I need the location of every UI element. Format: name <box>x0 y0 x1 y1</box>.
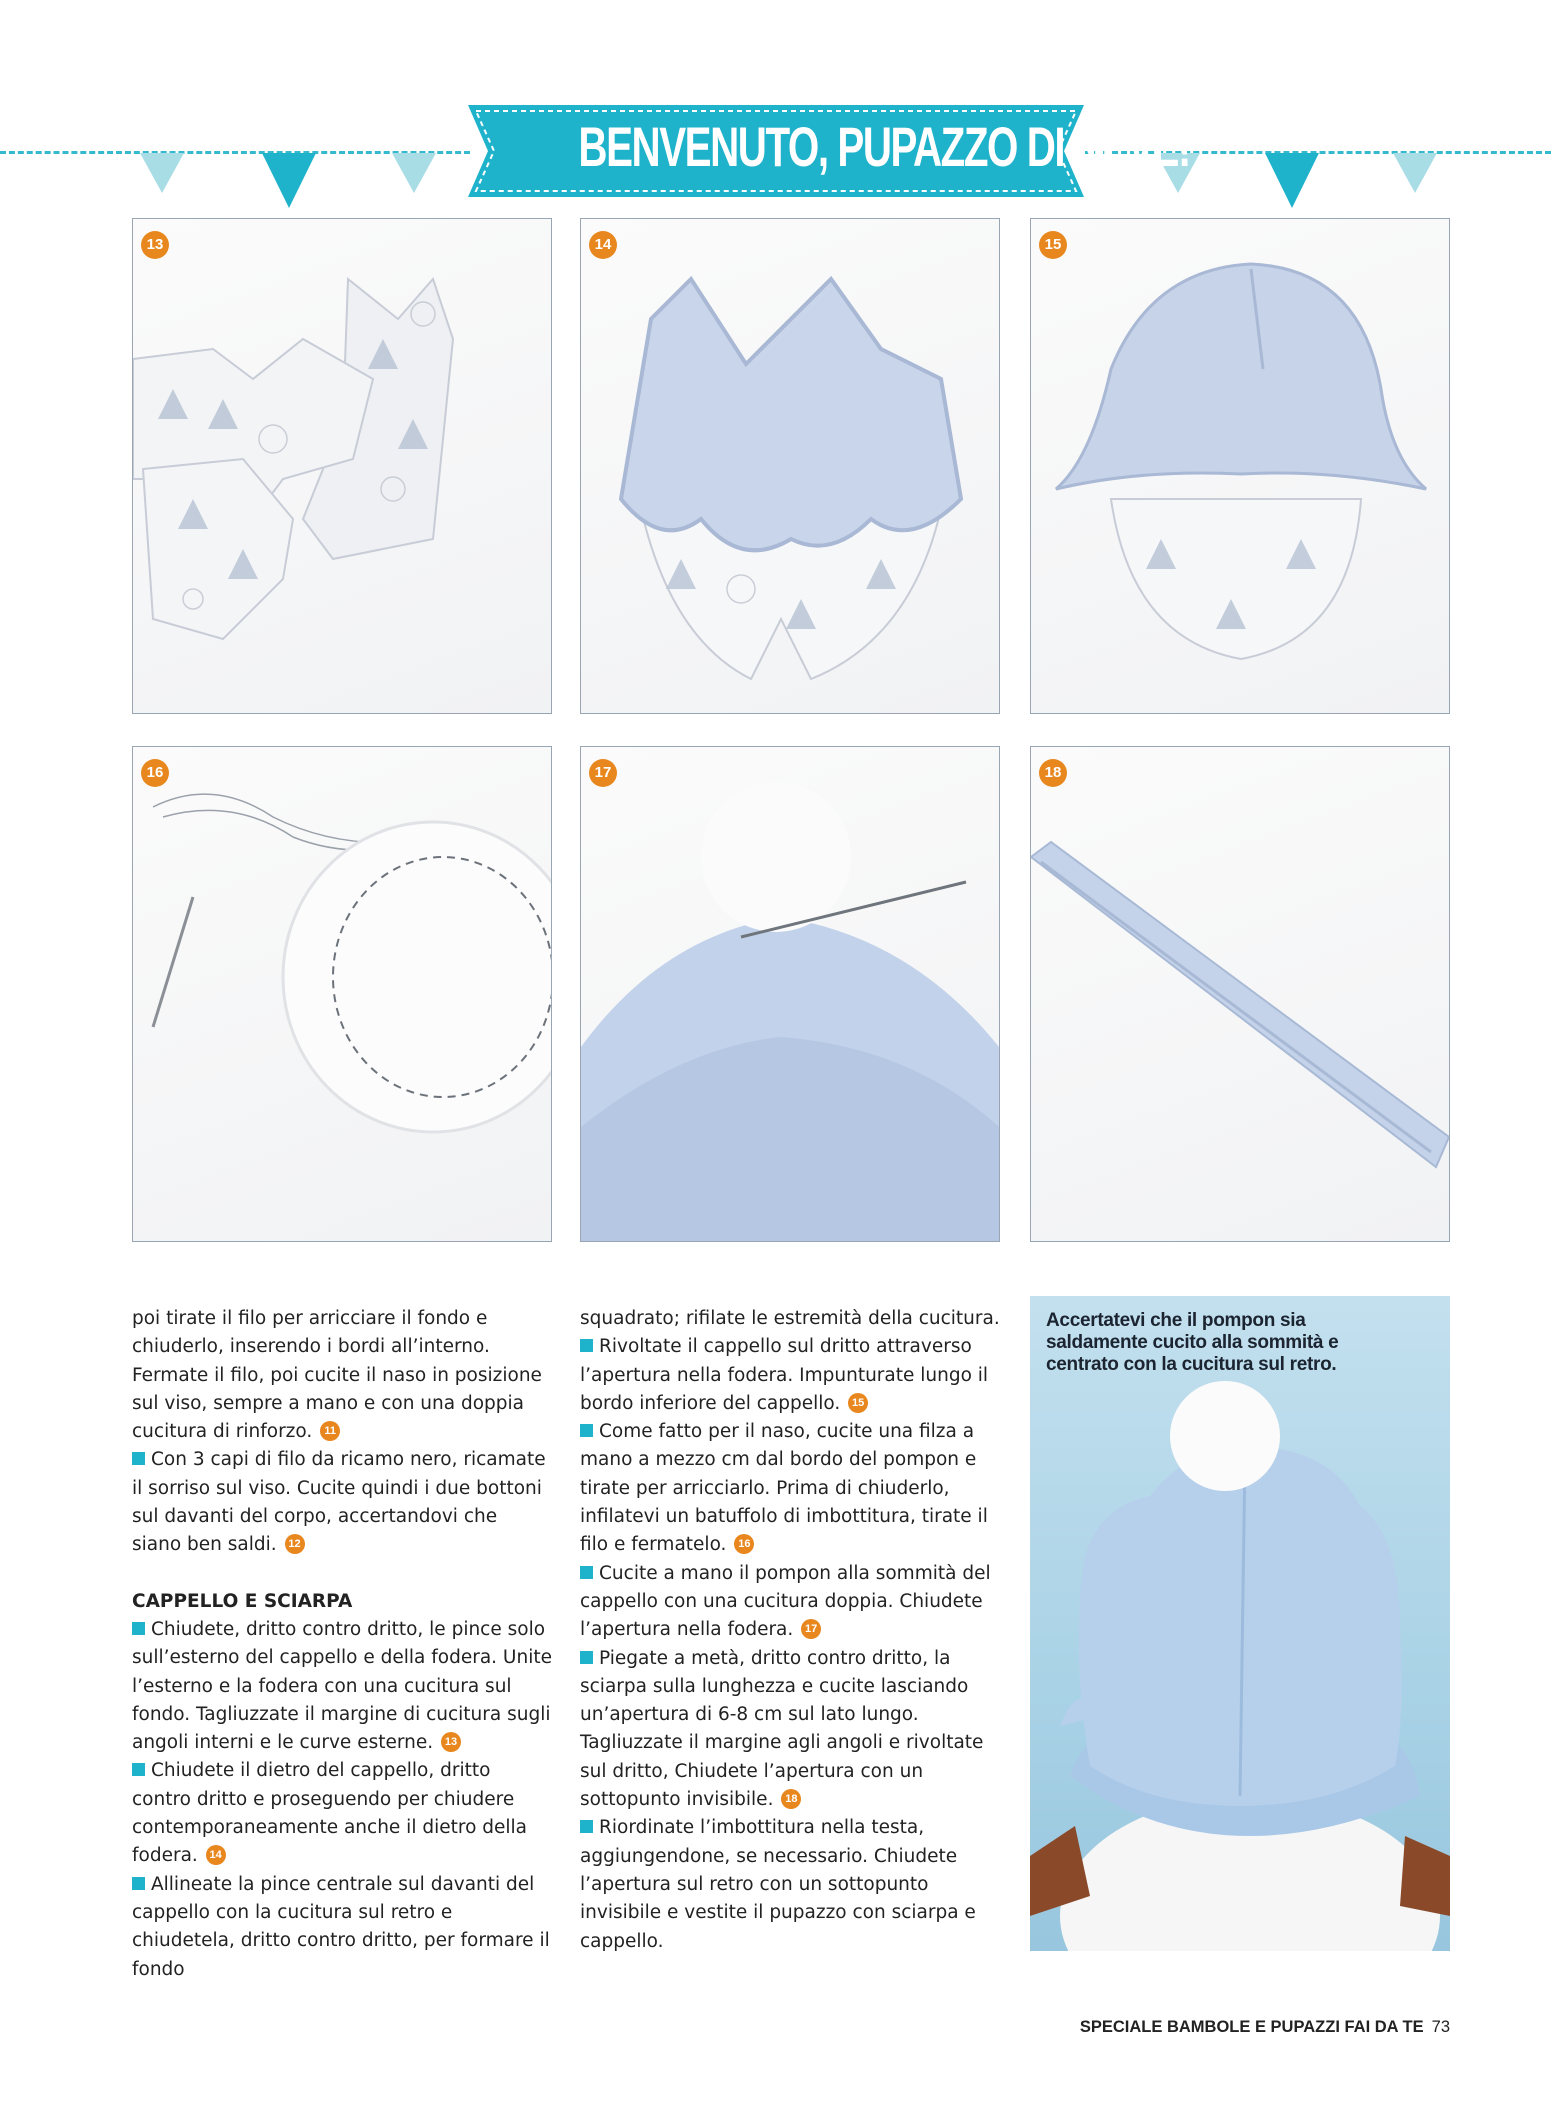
magazine-title: SPECIALE BAMBOLE E PUPAZZI FAI DA TE <box>1079 2018 1424 2036</box>
step-badge: 16 <box>141 759 169 787</box>
bullet-square-icon <box>132 1452 145 1465</box>
pompon-gathering-image <box>133 747 551 1241</box>
step-photo-16 <box>132 746 552 1242</box>
hat-turned-image <box>1031 219 1449 713</box>
bullet-square-icon <box>580 1820 593 1833</box>
step-badge: 15 <box>1039 231 1067 259</box>
text-column-1 <box>132 1305 552 1984</box>
bullet-square-icon <box>132 1763 145 1776</box>
snowman-photo <box>1030 1296 1450 1951</box>
section-heading: CAPPELLO E SCIARPA <box>132 1590 353 1612</box>
bullet-square-icon <box>132 1877 145 1890</box>
hat-assembled-image <box>581 219 999 713</box>
page-title: BENVENUTO, PUPAZZO DI NEVE! <box>578 115 1190 178</box>
step-photo-18 <box>1030 746 1450 1242</box>
bullet-square-icon <box>132 1622 145 1635</box>
page-footer <box>1040 2018 1450 2037</box>
bunting-flag <box>140 153 184 193</box>
step-badge: 13 <box>141 231 169 259</box>
pompon-sewing-image <box>581 747 999 1241</box>
bullet-square-icon <box>580 1339 593 1352</box>
step-ref-badge: 11 <box>320 1421 340 1441</box>
paragraph: Chiudete il dietro del cappello, dritto contro dritto e proseguendo per chiudere contemporaneamente anche il dietro della fodera. 14 <box>132 1760 528 1867</box>
photo-caption: Accertatevi che il pompon sia saldamente cucito alla sommità e centrato con la cucitura sul retro. <box>1046 1310 1339 1375</box>
paragraph: poi tirate il filo per arricciare il fondo e chiuderlo, inserendo i bordi all’interno. Fermate il filo, poi cucite il naso in posizione sul viso, sempre a mano e con una doppia cucitura di rinforzo. 11 <box>132 1308 542 1443</box>
paragraph: Chiudete, dritto contro dritto, le pince solo sull’esterno del cappello e della fodera. Unite l’esterno e la fodera con una cucitura sul fondo. Tagliuzzate il margine di cucitura sugli angoli interni e le curve esterne. 13 <box>132 1618 552 1754</box>
paragraph: Come fatto per il naso, cucite una filza a mano a mezzo cm dal bordo del pompon e tirate per arricciarlo. Prima di chiuderlo, infilatevi un batuffolo di imbottitura, tirate il filo e fermatelo. 16 <box>580 1421 988 1556</box>
step-ref-badge: 12 <box>285 1534 305 1554</box>
scarf-strip-image <box>1031 747 1449 1241</box>
step-badge: 17 <box>589 759 617 787</box>
page-number: 73 <box>1431 2018 1450 2036</box>
bullet-square-icon <box>580 1424 593 1437</box>
step-photo-15 <box>1030 218 1450 714</box>
step-photo-14 <box>580 218 1000 714</box>
paragraph: Cucite a mano il pompon alla sommità del cappello con una cucitura doppia. Chiudete l’apertura nella fodera. 17 <box>580 1562 991 1641</box>
step-ref-badge: 15 <box>848 1393 868 1413</box>
step-ref-badge: 16 <box>734 1534 754 1554</box>
bunting-flag <box>262 153 316 208</box>
step-ref-badge: 14 <box>206 1845 226 1865</box>
bunting-flag <box>392 153 436 193</box>
step-photo-13 <box>132 218 552 714</box>
paragraph: Allineate la pince centrale sul davanti del cappello con la cucitura sul retro e chiudetela, dritto contro dritto, per formare il fondo <box>132 1873 550 1980</box>
step-badge: 14 <box>589 231 617 259</box>
paragraph: Con 3 capi di filo da ricamo nero, ricamate il sorriso sul viso. Cucite quindi i due bottoni sul davanti del corpo, accertandovi che siano ben saldi. 12 <box>132 1449 546 1556</box>
bunting-flag <box>1265 153 1319 208</box>
bunting-flag <box>1393 153 1437 193</box>
paragraph: Riordinate l’imbottitura nella testa, aggiungendone, se necessario. Chiudete l’apertura sul retro con un sottopunto invisibile e vestite il pupazzo con sciarpa e cappello. <box>580 1817 976 1952</box>
bullet-square-icon <box>580 1566 593 1579</box>
text-column-2 <box>580 1305 1000 1956</box>
bullet-square-icon <box>580 1651 593 1664</box>
step-ref-badge: 13 <box>441 1732 461 1752</box>
snowman-image <box>1030 1296 1450 1951</box>
paragraph: Rivoltate il cappello sul dritto attraverso l’apertura nella fodera. Impunturate lungo il bordo inferiore del cappello. 15 <box>580 1336 989 1414</box>
step-photo-17 <box>580 746 1000 1242</box>
hat-lining-pieces-image <box>133 219 551 713</box>
step-ref-badge: 17 <box>801 1619 821 1639</box>
paragraph: Piegate a metà, dritto contro dritto, la sciarpa sulla lunghezza e cucite lasciando un’apertura di 6-8 cm sul lato lungo. Tagliuzzate il margine agli angoli e rivoltate sul dritto, Chiudete l’apertura con un sottopunto invisibile. 18 <box>580 1647 984 1811</box>
step-badge: 18 <box>1039 759 1067 787</box>
step-ref-badge: 18 <box>781 1789 801 1809</box>
paragraph: squadrato; rifilate le estremità della cucitura. <box>580 1308 1000 1329</box>
